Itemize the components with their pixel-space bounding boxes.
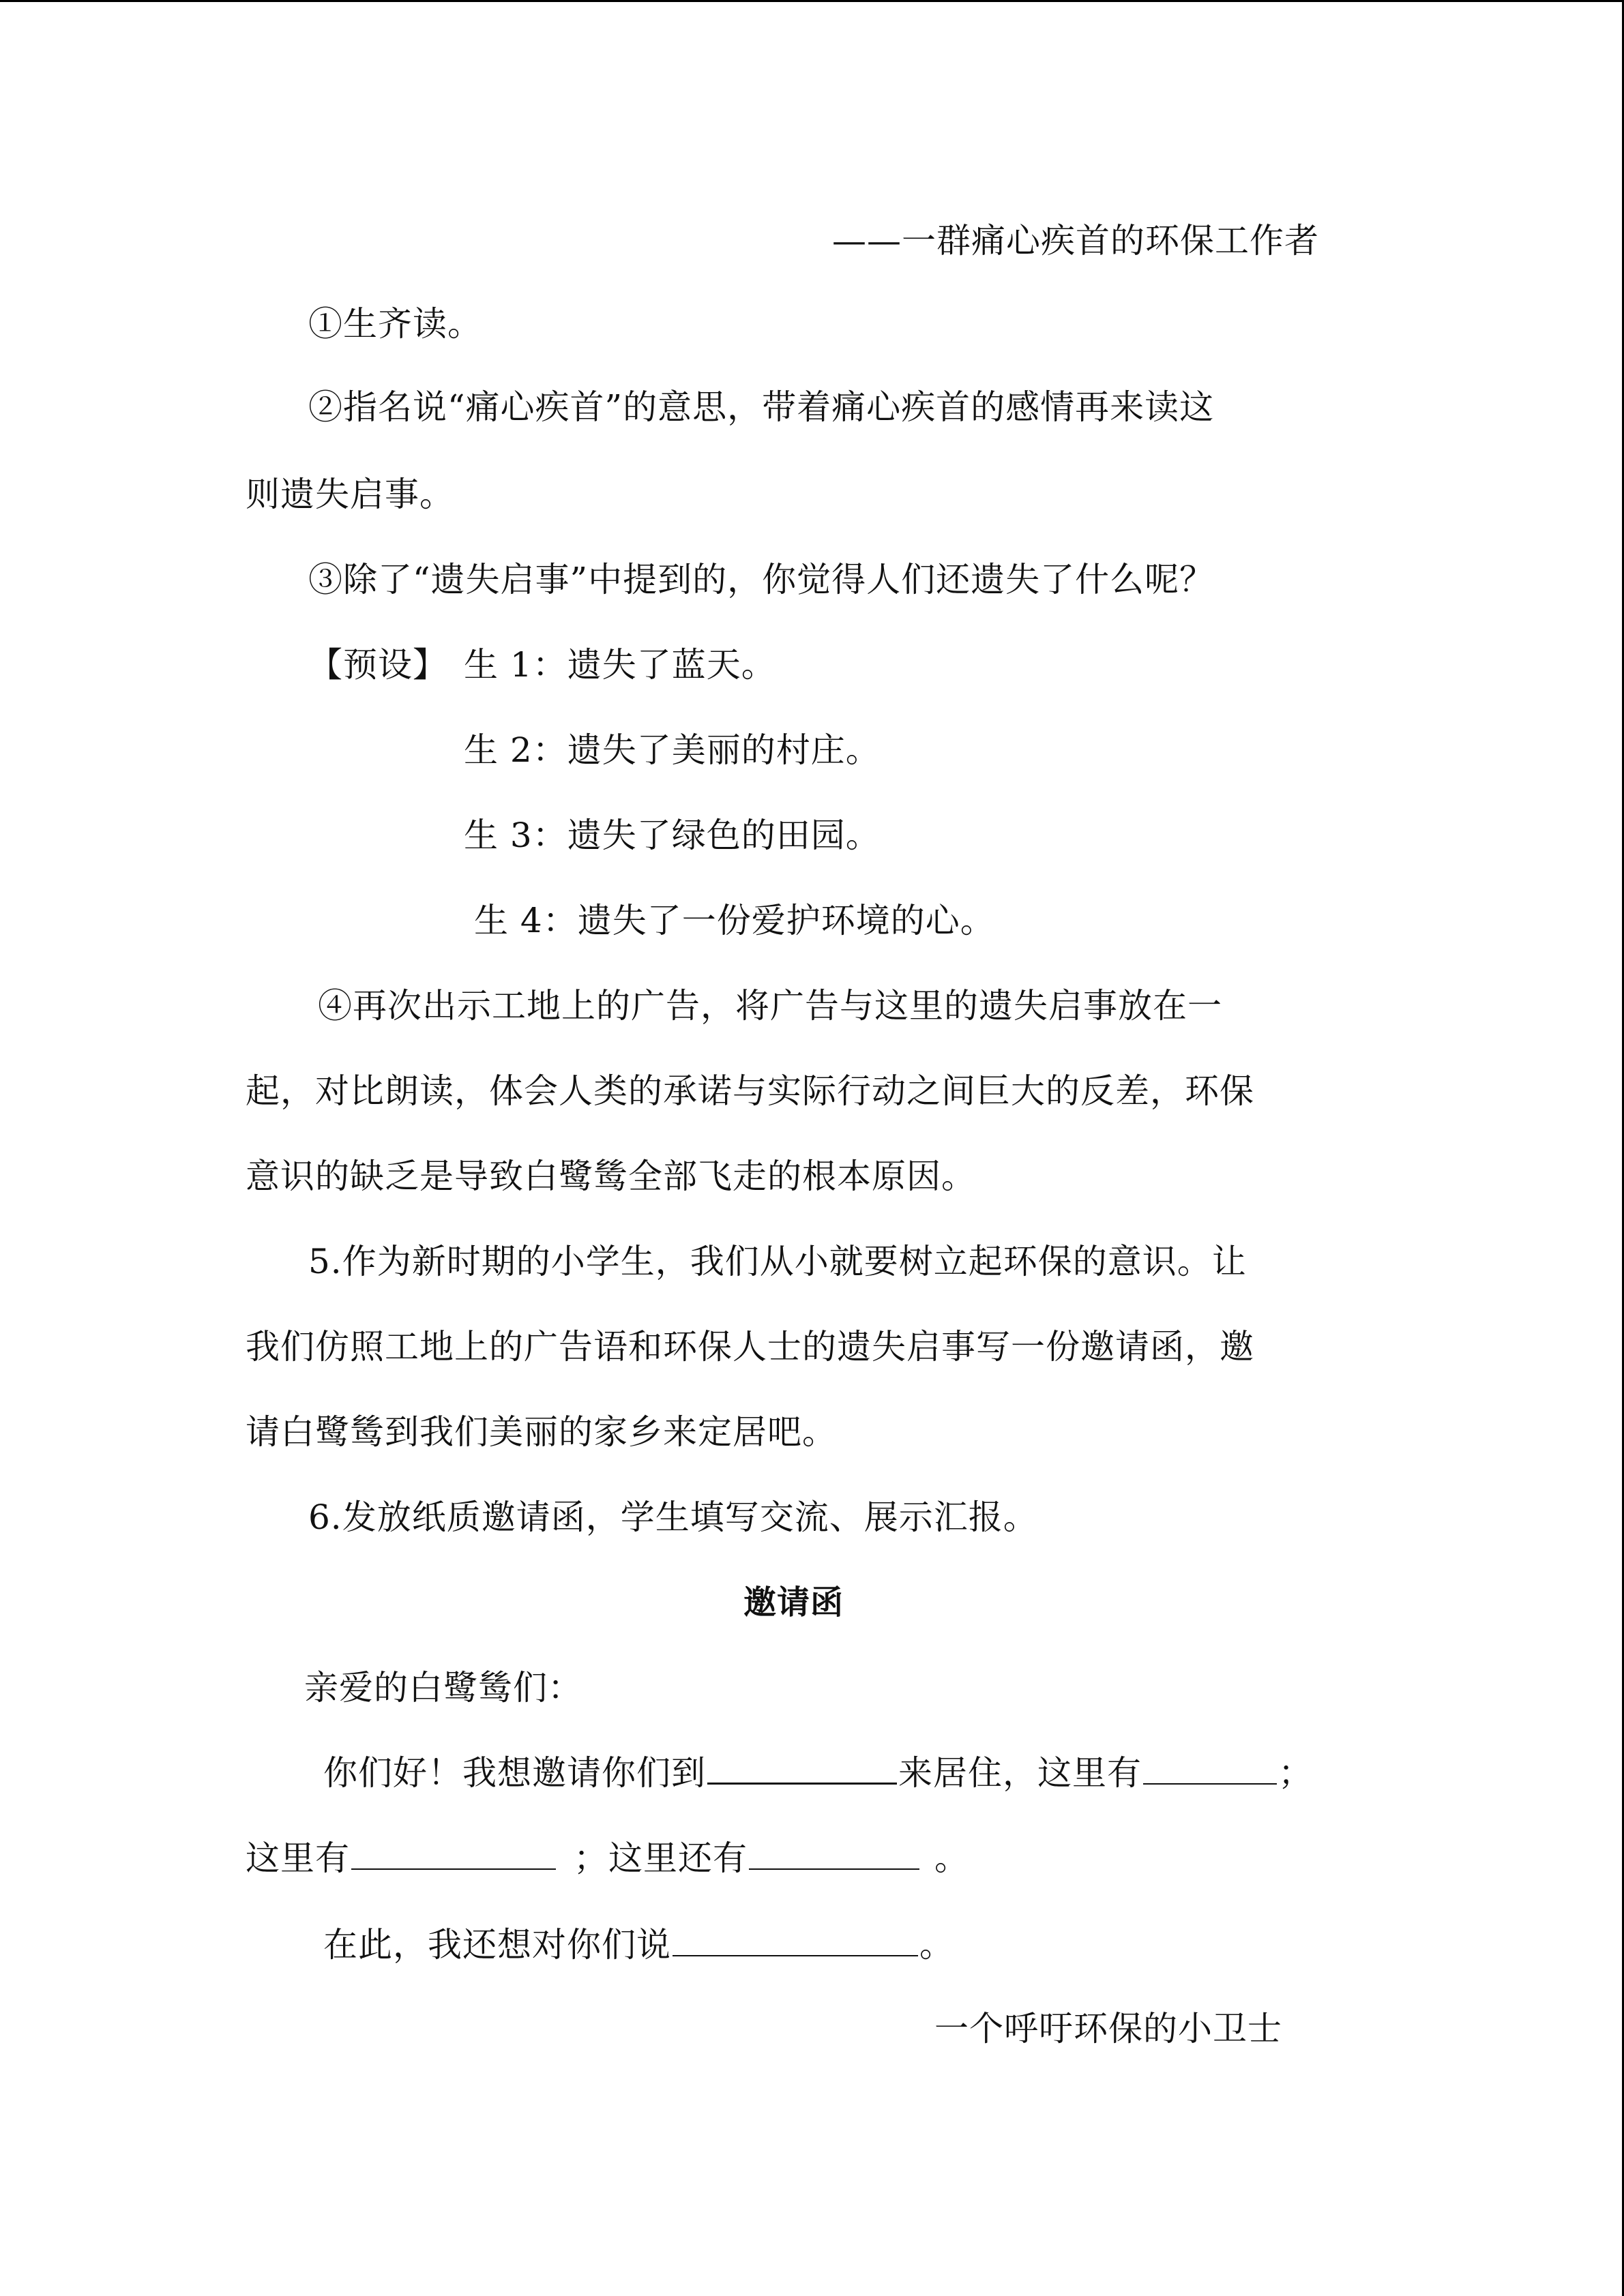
step-6: 6.发放纸质邀请函，学生填写交流、展示汇报。 — [308, 1497, 1038, 1537]
step-4-line-1: ④再次出示工地上的广告，将广告与这里的遗失启事放在一 — [318, 986, 1222, 1026]
fill-blank-feature-1[interactable] — [1143, 1748, 1277, 1785]
step-4-line-2: 起，对比朗读，体会人类的承诺与实际行动之间巨大的反差，环保 — [246, 1071, 1254, 1111]
invitation-line-3 — [323, 1920, 954, 1969]
author-signature: ——一群痛心疾首的环保工作者 — [832, 221, 1319, 260]
invitation-line-1-part-c: ； — [1278, 1753, 1313, 1793]
answer-4: 生 4：遗失了一份爱护环境的心。 — [474, 901, 995, 940]
top-border — [0, 0, 1624, 2]
step-2-line-1: ②指名说“痛心疾首”的意思，带着痛心疾首的感情再来读这 — [308, 387, 1215, 427]
invitation-line-2-part-b: ；这里还有 — [574, 1838, 748, 1878]
invitation-line-1-part-a: 你们好！我想邀请你们到 — [323, 1753, 706, 1793]
step-5-line-1: 5.作为新时期的小学生，我们从小就要树立起环保的意识。让 — [308, 1242, 1247, 1281]
invitation-line-3-part-a: 在此，我还想对你们说 — [323, 1925, 671, 1965]
invitation-line-1-part-b: 来居住，这里有 — [898, 1753, 1142, 1793]
invitation-line-2-part-a: 这里有 — [246, 1838, 350, 1878]
step-2-line-2: 则遗失启事。 — [246, 475, 454, 514]
invitation-line-2 — [246, 1833, 969, 1882]
invitation-line-3-part-b: 。 — [919, 1925, 954, 1965]
step-3: ③除了“遗失启事”中提到的，你觉得人们还遗失了什么呢？ — [308, 560, 1215, 599]
step-5-line-2: 我们仿照工地上的广告语和环保人士的遗失启事写一份邀请函，邀 — [246, 1327, 1254, 1367]
invitation-salutation: 亲爱的白鹭鸶们： — [304, 1668, 582, 1708]
step-4-line-3: 意识的缺乏是导致白鹭鸶全部飞走的根本原因。 — [246, 1157, 976, 1196]
answer-2: 生 2：遗失了美丽的村庄。 — [464, 730, 881, 770]
invitation-line-2-part-c: 。 — [934, 1838, 969, 1878]
preset-label: 【预设】 — [308, 645, 447, 685]
step-5-line-3: 请白鹭鸶到我们美丽的家乡来定居吧。 — [246, 1412, 837, 1452]
invitation-title: 邀请函 — [743, 1583, 844, 1622]
invitation-line-1 — [323, 1747, 1313, 1797]
step-1: ①生齐读。 — [308, 304, 482, 344]
fill-blank-message[interactable] — [673, 1920, 918, 1956]
answer-1: 生 1：遗失了蓝天。 — [464, 645, 776, 685]
fill-blank-feature-2[interactable] — [351, 1833, 556, 1870]
fill-blank-feature-3[interactable] — [749, 1833, 919, 1870]
fill-blank-place[interactable] — [707, 1747, 897, 1785]
invitation-signature: 一个呼吁环保的小卫士 — [934, 2009, 1282, 2048]
answer-3: 生 3：遗失了绿色的田园。 — [464, 816, 881, 855]
